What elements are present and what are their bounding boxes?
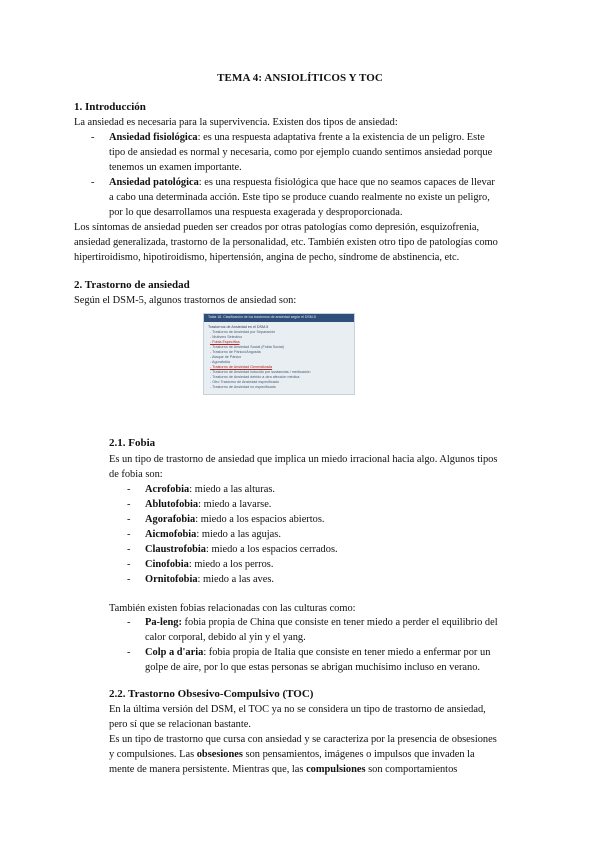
table-item: - Trastorno de Ansiedad Generalizada [210, 365, 273, 369]
table-item: - Trastorno de Ansiedad por Separación [210, 330, 276, 334]
page-title: TEMA 4: ANSIOLÍTICOS Y TOC [217, 72, 383, 84]
list-item: - Colp a d'aria: fobia propia de Italia que consiste en tener miedo a enfermar por un [127, 647, 491, 658]
list-item: - Acrofobia: miedo a las alturas. [127, 484, 275, 495]
paragraph-line: hipertiroidismo, hipotiroidismo, hipertensión, angina de pecho, síndrome de abstinencia, etc. [74, 252, 460, 263]
paragraph-line: y compulsiones. Las obsesiones son pensamientos, imágenes o impulsos que invaden la [109, 749, 475, 760]
paragraph-line: pero sí que se relacionan bastante. [109, 719, 251, 730]
table-item: - Ataque de Pánico [210, 355, 242, 359]
paragraph: Según el DSM-5, algunos trastornos de ansiedad son: [74, 295, 297, 306]
table-item: - Trastorno de Ansiedad debido a otra afección médica [210, 375, 300, 379]
term: Ansiedad fisiológica [109, 132, 198, 143]
table-subhead: Trastornos de Ansiedad en el DSM-5 [208, 325, 269, 329]
paragraph-line: tenemos un examen importante. [109, 162, 242, 173]
table-caption: Tabla 18. Clasificación de los trastornos de ansiedad según el DSM-5 [208, 315, 316, 319]
table-item: - Trastorno de Ansiedad Social (Fobia Social) [210, 345, 284, 349]
dsm5-table-image [203, 313, 355, 395]
paragraph-line: En la última versión del DSM, el TOC ya no se considera un tipo de trastorno de ansiedad, [109, 704, 486, 715]
term: Ansiedad patológica [109, 177, 199, 188]
paragraph-line: También existen fobias relacionadas con las culturas como: [109, 603, 356, 614]
paragraph-line: ansiedad generalizada, trastorno de la personalidad, etc. También existen otro tipo de patologías como [74, 237, 498, 248]
list-item: - Ablutofobia: miedo a lavarse. [127, 499, 272, 510]
table-item: - Agorafobia [210, 360, 230, 364]
paragraph-line: Es un tipo de trastorno que cursa con ansiedad y se caracteriza por la presencia de obsesiones [109, 734, 497, 745]
table-item: - Trastorno de Ansiedad inducido por sustancias / medicación [210, 370, 311, 374]
section-heading-toc: 2.2. Trastorno Obsesivo-Compulsivo (TOC) [109, 688, 314, 700]
paragraph-line: Los síntomas de ansiedad pueden ser creados por otras patologías como depresión, esquizofrenia, [74, 222, 480, 233]
section-heading-fobia: 2.1. Fobia [109, 437, 156, 449]
list-item: - Agorafobia: miedo a los espacios abiertos. [127, 514, 325, 525]
section-heading-introduccion: 1. Introducción [74, 101, 146, 113]
paragraph-line: a cabo una determinada acción. Este tipo se produce cuando realmente no existe un peligro, [109, 192, 490, 203]
list-item: - Pa-leng: fobia propia de China que consiste en tener miedo a perder el equilibrio del [127, 617, 498, 628]
list-item: - Ansiedad patológica: es una respuesta fisiológica que hace que no seamos capaces de llevar [91, 177, 495, 188]
table-item: - Trastorno de Pánico/Angustia [210, 350, 261, 354]
table-item: - Otro Trastorno de Ansiedad especificado [210, 380, 279, 384]
list-item: - Ansiedad fisiológica: es una respuesta adaptativa frente a la existencia de un peligro. Este [91, 132, 485, 143]
paragraph-line: de fobia son: [109, 469, 163, 480]
paragraph-line: mente de manera persistente. Mientras que, las compulsiones son comportamientos [109, 764, 458, 775]
paragraph: La ansiedad es necesaria para la supervivencia. Existen dos tipos de ansiedad: [74, 117, 398, 128]
list-item: - Ornitofobia: miedo a las aves. [127, 574, 275, 585]
paragraph-line: calor corporal, debido al yin y el yang. [145, 632, 306, 643]
list-item: - Aicmofobia: miedo a las agujas. [127, 529, 281, 540]
table-item: - Mutismo Selectivo [210, 335, 243, 339]
paragraph-line: golpe de aire, por lo que estas personas se abrigan muchísimo incluso en verano. [145, 662, 481, 673]
list-item: - Claustrofobia: miedo a los espacios cerrados. [127, 544, 338, 555]
paragraph-line: Es un tipo de trastorno de ansiedad que implica un miedo irracional hacia algo. Algunos tipos [109, 454, 498, 465]
paragraph-line: por lo que desarrollamos una respuesta exagerada y desproporcionada. [109, 207, 403, 218]
section-heading-trastorno: 2. Trastorno de ansiedad [74, 279, 190, 291]
table-item: - Trastorno de Ansiedad no especificado [210, 385, 276, 389]
paragraph-line: tipo de ansiedad es normal y necesaria, como por ejemplo cuando sentimos ansiedad porque [109, 147, 493, 158]
list-item: - Cinofobia: miedo a los perros. [127, 559, 274, 570]
table-item: - Fobia Específica [210, 340, 240, 344]
